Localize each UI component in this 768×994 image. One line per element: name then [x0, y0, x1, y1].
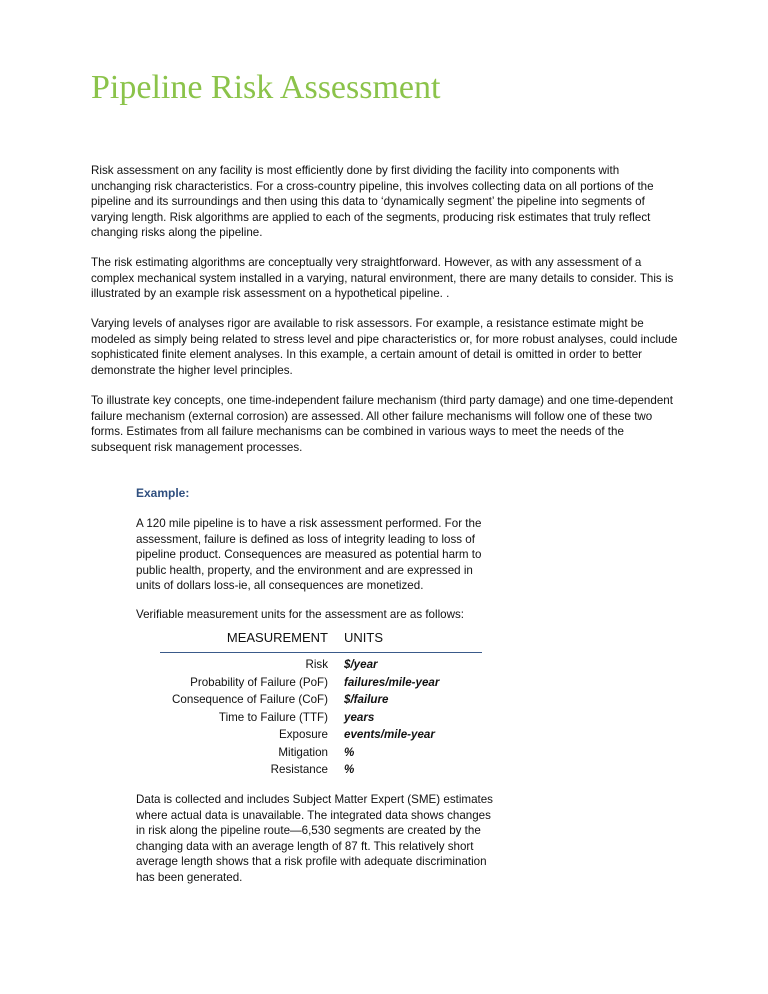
table-row [160, 691, 482, 709]
measurement-cell: Resistance [270, 763, 328, 776]
example-units-intro: Verifiable measurement units for the assessment are as follows: [136, 608, 464, 621]
table-row [160, 674, 482, 692]
units-cell: events/mile-year [344, 728, 435, 741]
measurement-cell: Risk [305, 658, 328, 671]
table-row [160, 761, 482, 779]
page-title: Pipeline Risk Assessment [91, 69, 441, 106]
paragraph-analysis-rigor: Varying levels of analyses rigor are available to risk assessors. For example, a resistance estimate might be modeled as simply being related to stress level and pipe characteristics or, for more robust analyses, could include sophisticated finite element analyses. In this example, a certain amount of detail is omitted in order to better demonstrate the higher level principles. [91, 317, 678, 377]
units-cell: % [344, 745, 355, 759]
table-row [160, 744, 482, 762]
measurement-cell: Consequence of Failure (CoF) [172, 693, 328, 706]
units-cell: failures/mile-year [344, 675, 440, 689]
units-cell: years [344, 710, 375, 724]
example-closing: Data is collected and includes Subject Matter Expert (SME) estimates where actual data is unavailable. The integrated data shows changes in risk along the pipeline route—6,530 segments are created by the changing data with an average length of 87 ft. This relatively short average length shows that a risk profile with adequate discrimination has been generated. [136, 793, 493, 884]
table-row [160, 726, 482, 744]
column-header-measurement: MEASUREMENT [160, 628, 344, 653]
column-header-units: UNITS [344, 628, 482, 653]
paragraph-segmentation: Risk assessment on any facility is most efficiently done by first dividing the facility into components with unchanging risk characteristics. For a cross-country pipeline, this involves collecting data on all portions of the pipeline and its surroundings and then using this data to ‘dynamically segment’ the pipeline into segments of varying length. Risk algorithms are applied to each of the segments, producing risk estimates that truly reflect changing risks along the pipeline. [91, 164, 654, 240]
measurement-cell: Time to Failure (TTF) [218, 710, 328, 724]
measurement-units-table [160, 628, 482, 779]
measurement-cell: Probability of Failure (PoF) [190, 675, 328, 689]
table-header-row [160, 628, 482, 653]
paragraph-algorithms: The risk estimating algorithms are conceptually very straightforward. However, as with any assessment of a complex mechanical system installed in a varying, natural environment, there are many details to consider. This is illustrated by an example risk assessment on a hypothetical pipeline. . [91, 256, 674, 301]
table-row [160, 653, 482, 674]
example-intro: A 120 mile pipeline is to have a risk assessment performed. For the assessment, failure is defined as loss of integrity leading to loss of pipeline product. Consequences are measured as potential harm to public health, property, and the environment and are expressed in units of dollars loss-ie, all consequences are monetized. [136, 517, 482, 593]
paragraph-failure-mechanisms: To illustrate key concepts, one time-independent failure mechanism (third party damage) and one time-dependent failure mechanism (external corrosion) are assessed. All other failure mechanisms will follow one of these two forms. Estimates from all failure mechanisms can be combined in various ways to meet the needs of the subsequent risk management processes. [91, 394, 673, 454]
measurement-cell: Mitigation [278, 745, 328, 759]
example-heading: Example: [136, 486, 190, 500]
measurement-cell: Exposure [279, 728, 328, 741]
units-cell: $/year [344, 658, 378, 671]
units-cell: $/failure [344, 693, 389, 706]
table-row [160, 709, 482, 727]
units-cell: % [344, 763, 355, 776]
